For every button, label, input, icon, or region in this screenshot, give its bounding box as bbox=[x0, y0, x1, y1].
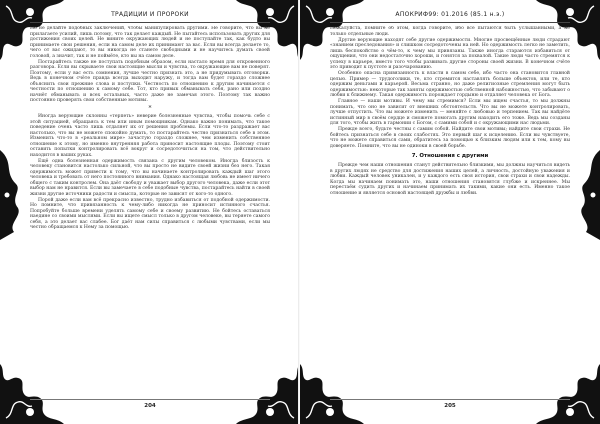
left-page-body bbox=[30, 26, 270, 388]
side-ornament-left-icon bbox=[0, 150, 22, 240]
footer-rule-right bbox=[330, 399, 570, 400]
right-page-body bbox=[330, 26, 570, 388]
body-paragraph: Прежде чем наши отношения станут действительно близкими, мы должны научиться видеть в других людях не средство для достижения наших целей, а личность, достойную уважения и любви. Каждый человек уникален, и у каждого есть своя история, свои страхи и свои надежды. Когда мы начинаем понимать это, наши отношения становятся глубже и искреннее. Мы перестаём судить других и начинаем принимать их такими, какие они есть. Именно такое отношение и является основой настоящей дружбы и любви. bbox=[330, 163, 570, 196]
header-rule-right bbox=[330, 22, 570, 23]
footer-rule-left bbox=[30, 399, 270, 400]
running-head-right: АПОКРИФ99: 01.2016 (85.1 н.э.) bbox=[395, 11, 505, 18]
right-page bbox=[300, 0, 600, 424]
body-paragraph: Иногда верующие склонны «терпеть» неверие болезненные чувства, чтобы помочь себе с этой ситуацией, обращаясь к тем или иным помощникам. Однако важно понимать, что такое поведение очень часто лишь отдаляет их от решения проблемы. Если что-то раздражает вас настолько, что вы не можете спокойно думать, то постарайтесь честно признаться себе в этом. Изменить что-то в «реальном мире» зачастую гораздо сложнее, чем изменить собственное отношение к этому, но именно внутренняя работа приносит настоящие плоды. Поэтому стоит оставить попытки контролировать всё вокруг и сосредоточиться на том, что действительно находится в ваших руках. bbox=[30, 114, 270, 158]
body-paragraph: Но не делайте подобных заключений, чтобы манипулировать другими. Не говорите, что вы не прилагаете усилий, лишь потому, что так делает каждый. Не пытайтесь использовать других для достижения своих целей. Не вините окружающих людей и не поступайте так, как будто вы принимаете свои решения, если на самом деле их принимают за вас. Если вы всегда делаете то, чего от вас ожидают, то вы никогда не станете свободными и не научитесь думать своей головой, а значит, так и не поймёте, кто вы на самом деле. bbox=[30, 26, 270, 59]
body-paragraph: Главное — наши мотивы. И чему мы стремимся? Если мы ищем счастья, то мы должны понимать, что оно не зависит от внешних обстоятельств. Что вы не можете контролировать, лучше отпустить. Что вы можете изменить — меняйте с любовью и терпением. Так вы найдёте истинный мир в своём сердце и сможете помогать другим находить его тоже. Ведь мы созданы для того, чтобы жить в гармонии с Богом, с самими собой и с окружающими нас людьми. bbox=[330, 99, 570, 127]
section-break-asterisk: * bbox=[148, 105, 152, 113]
body-paragraph: Другие верующие находят себе другие одержимости. Многие просвещённые люди страдают «знанием преследования» и слишком сосредоточены на ней. Но одержимость легко не заметить, лишь беспокойство о чём-то, к чему мы привязаны. Также иногда стараются избавиться от ощущения, что они недостаточно хороши, и гонятся за похвалой. Такие люди часто стремятся к успеху в карьере, вместо того чтобы развивать другие стороны своей жизни. В конечном счёте это приводит к пустоте и разочарованию. bbox=[330, 37, 570, 71]
side-ornament-right-icon bbox=[578, 150, 600, 240]
body-paragraph: Особенно опасна привязанность к власти в самом себе, ибо часто она становится главной целью. Пример — трудоголики, те, кто стремится наставлять больше объектов, или те, кто одержим деньгами и карьерой. Весьма странно, но даже религиозные стремления могут быть одержимостью: некоторые так заняты одержимостью собственной набожностью, что забывают о любви к ближнему. Такая одержимость порождает гордыню и отдаляет человека от Бога. bbox=[330, 71, 570, 99]
body-paragraph: Порой даже если вам всё прекрасно известно, трудно избавиться от подобной одержимости. Но помните, что привязанность к чему-либо никогда не приносит истинного счастья. Попробуйте больше времени уделять самому себе и своему развитию. Не бойтесь оставаться наедине со своими мыслями. Если вы ищете смысл только в другом человеке, вы теряете самого себя, а это делает вас слабее. Бог даёт нам силы справиться с любыми чувствами, если мы честно обращаемся к Нему за помощью. bbox=[30, 197, 270, 231]
running-head-left: ТРАДИЦИИ И ПРОРОКИ bbox=[111, 11, 189, 18]
page-number-right: 205 bbox=[444, 403, 456, 409]
body-paragraph: Прежде всего, будьте честны с самим собой. Найдите свои мотивы; найдите свои страхи. Не бойтесь признаться себе в своих слабостях. Это первый шаг к исцелению. Если вы чувствуете, что не можете справиться сами, обратитесь за помощью к близким людям или к тем, кому вы доверяете. Помните, что вы не одиноки в своей борьбе. bbox=[330, 127, 570, 149]
header-rule-left bbox=[30, 22, 270, 23]
body-paragraph: Пожалуйста, помните об этом, когда говорите, ибо все пытаются быть услышанными, а не только отдельные люди. bbox=[330, 26, 570, 37]
page-number-left: 204 bbox=[144, 403, 156, 409]
body-paragraph: Ещё одна болезненная одержимость связана с другим человеком. Иногда близость к человеку становится настолько сильной, что вы просто не видите своей жизни без него. Такая одержимость может привести к тому, что вы начинаете контролировать каждый шаг этого человека и требовать от него постоянного внимания. Однако настоящая любовь не имеет ничего общего с таким контролем. Она даёт свободу и уважает выбор другого человека, даже если этот выбор нам не нравится. Если вы замечаете в себе подобные чувства, постарайтесь найти в своей жизни другие источники радости и смысла, которые не зависят от кого-то одного. bbox=[30, 158, 270, 197]
section-heading: 7. Отношения с другими bbox=[411, 153, 489, 160]
body-paragraph: Постарайтесь также не поступать подобным образом, если настало время для откровенного разговора. Если вы скрываете свои настоящие мысли и чувства, то окружающие вам не поверят. Поэтому, если у вас есть сомнения, лучше честно признать это, а не придумывать отговорки. Ведь в конечном счёте правда всегда выходит наружу, и тогда вам будет гораздо сложнее объяснить свои прежние слова и поступки. Честность по отношению к другим начинается с честности по отношению к самому себе. Тот, кто привык обманывать себя, рано или поздно начнёт обманывать и всех остальных, часто даже не замечая этого. Поэтому так важно постоянно проверять свои собственные мотивы. bbox=[30, 59, 270, 104]
